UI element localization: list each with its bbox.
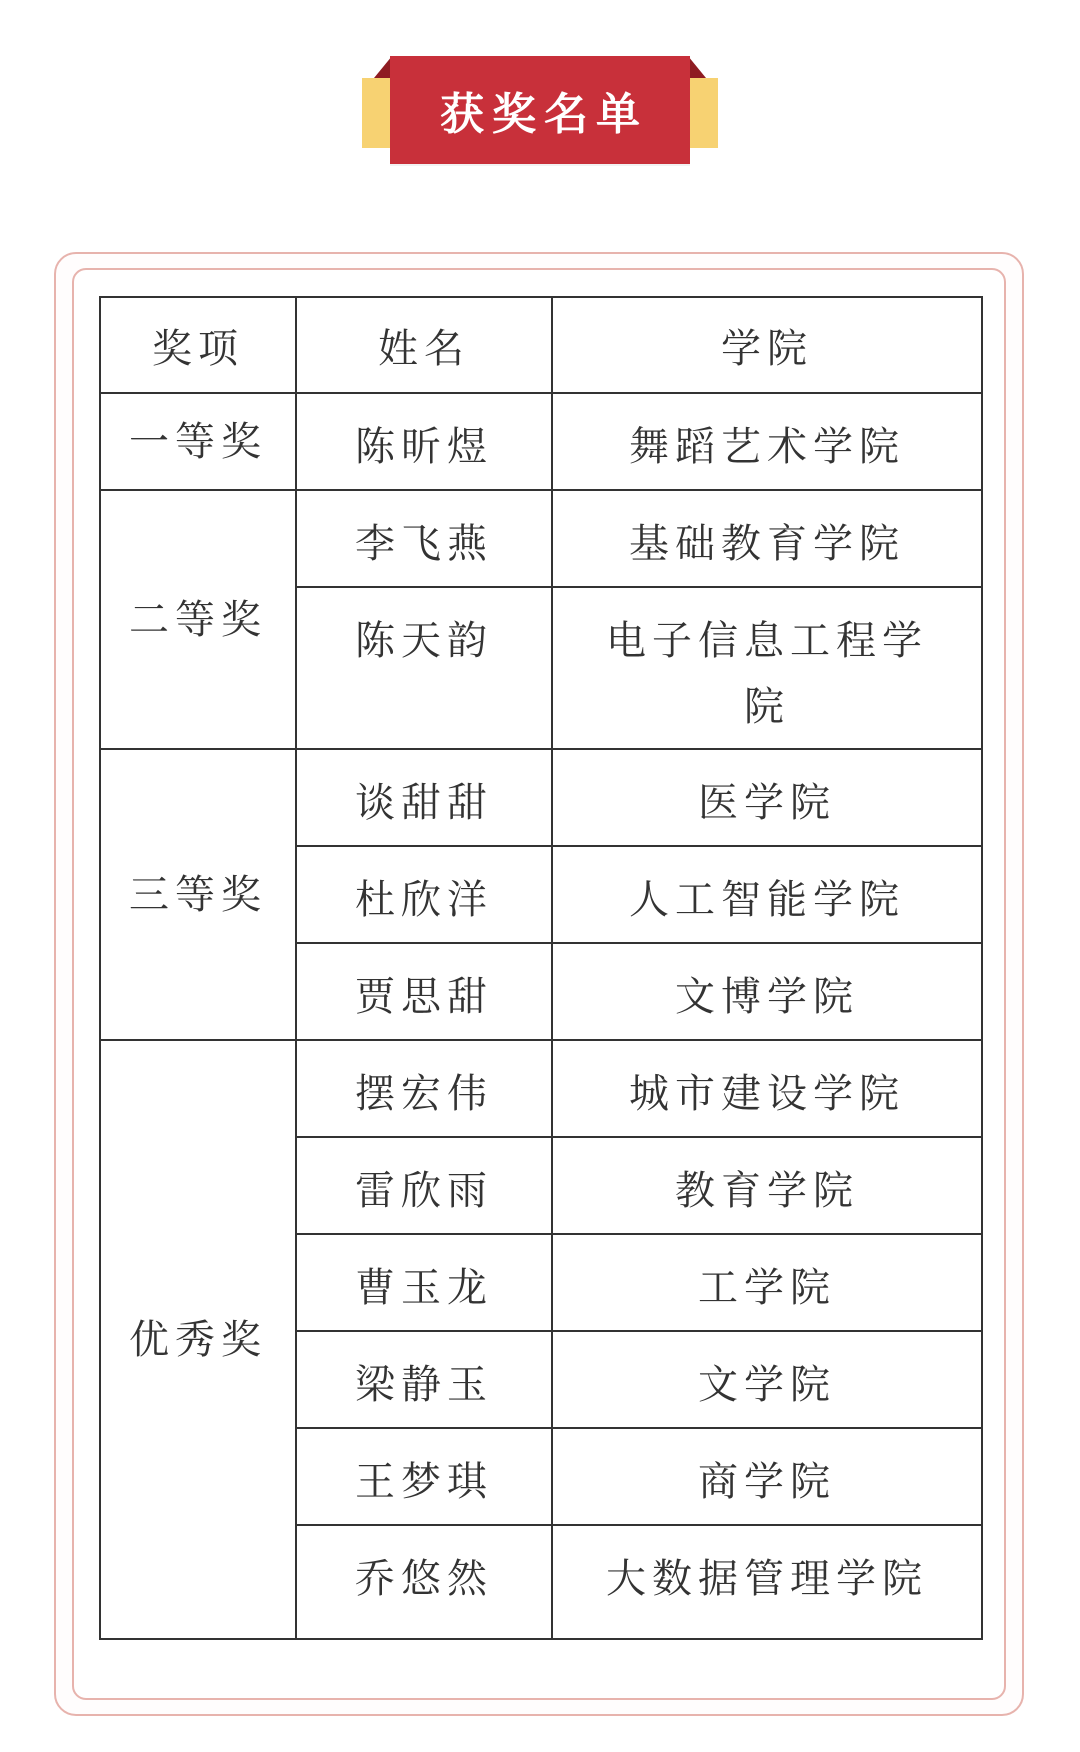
table-row [100, 490, 982, 587]
award-cell-first: 一等奖 [100, 393, 296, 490]
name-cell: 雷欣雨 [296, 1137, 552, 1234]
name-cell: 贾思甜 [296, 943, 552, 1040]
banner-plate [390, 56, 690, 164]
banner-ribbon-right [688, 78, 718, 148]
table-header-row [100, 297, 982, 393]
header-name: 姓名 [296, 297, 552, 393]
college-cell: 电子信息工程学院 [552, 587, 982, 749]
name-cell: 摆宏伟 [296, 1040, 552, 1137]
table-row [100, 1040, 982, 1137]
college-cell: 舞蹈艺术学院 [552, 393, 982, 490]
name-cell: 乔悠然 [296, 1525, 552, 1639]
college-cell: 城市建设学院 [552, 1040, 982, 1137]
award-cell-third: 三等奖 [100, 749, 296, 1040]
name-cell: 曹玉龙 [296, 1234, 552, 1331]
award-cell-second: 二等奖 [100, 490, 296, 749]
name-cell: 王梦琪 [296, 1428, 552, 1525]
college-cell: 商学院 [552, 1428, 982, 1525]
name-cell: 杜欣洋 [296, 846, 552, 943]
name-cell: 陈天韵 [296, 587, 552, 749]
name-cell: 梁静玉 [296, 1331, 552, 1428]
college-cell: 工学院 [552, 1234, 982, 1331]
college-cell: 基础教育学院 [552, 490, 982, 587]
table-row [100, 393, 982, 490]
banner-fold-right [688, 56, 706, 78]
header-college: 学院 [552, 297, 982, 393]
page-title: 获奖名单 [440, 89, 648, 140]
college-cell: 医学院 [552, 749, 982, 846]
college-cell: 大数据管理学院 [552, 1525, 982, 1639]
award-cell-excellence: 优秀奖 [100, 1040, 296, 1639]
name-cell: 陈昕煜 [296, 393, 552, 490]
college-cell: 教育学院 [552, 1137, 982, 1234]
college-cell: 文博学院 [552, 943, 982, 1040]
award-table [99, 296, 983, 1640]
college-cell: 人工智能学院 [552, 846, 982, 943]
table-row [100, 749, 982, 846]
header-award: 奖项 [100, 297, 296, 393]
college-cell: 文学院 [552, 1331, 982, 1428]
name-cell: 李飞燕 [296, 490, 552, 587]
name-cell: 谈甜甜 [296, 749, 552, 846]
banner-ribbon-left [362, 78, 392, 148]
title-banner [362, 56, 718, 166]
